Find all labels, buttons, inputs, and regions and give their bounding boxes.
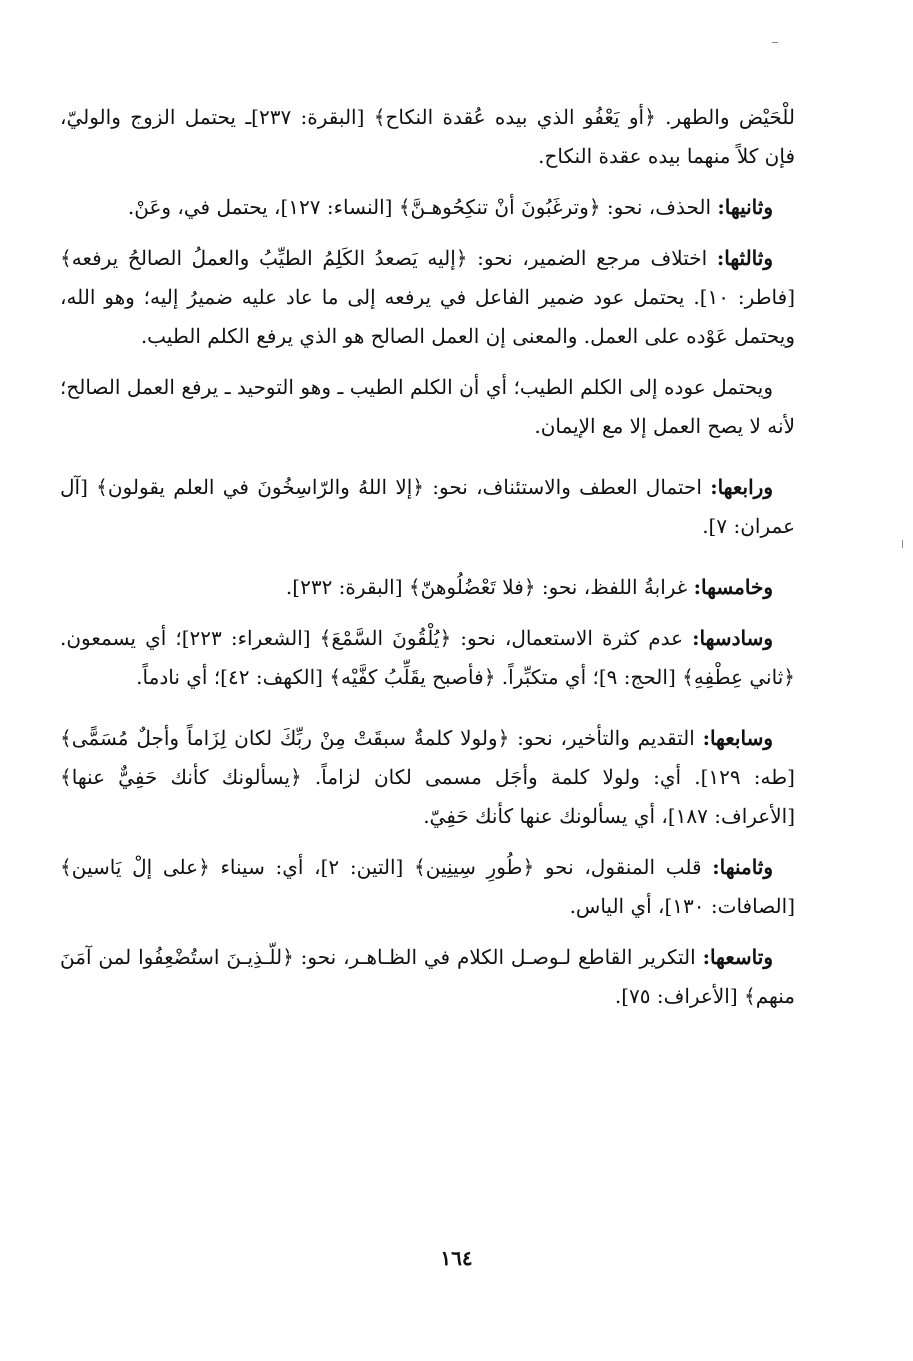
paragraph-eighth xyxy=(60,848,795,926)
paragraph-third-continued xyxy=(60,368,795,446)
paragraph-seventh xyxy=(60,719,795,836)
paragraph-text: الحذف، نحو: ﴿وترغَبُونَ أنْ تنكِحُوهـنَّ﴾ [النساء: ١٢٧]، يحتمل في، وعَنْ. xyxy=(127,195,718,219)
body-text xyxy=(60,98,795,1028)
paragraph-label: وثالثها: xyxy=(716,246,773,270)
paragraph-text: احتمال العطف والاستئناف، نحو: ﴿إلا اللهُ والرّاسِخُونَ في العلم يقولون﴾ [آل عمران: ٧]. xyxy=(60,475,795,538)
paragraph-ninth xyxy=(60,938,795,1016)
paragraph-label: وسابعها: xyxy=(702,726,773,750)
scan-speck xyxy=(902,540,903,548)
paragraph-second xyxy=(60,188,795,227)
paragraph-text: ويحتمل عوده إلى الكلم الطيب؛ أي أن الكلم الطيب ـ وهو التوحيد ـ يرفع العمل الصالح؛ لأنه لا يصح العمل إلا مع الإيمان. xyxy=(60,375,795,438)
paragraph-hayd-continuation xyxy=(60,98,795,176)
scan-speck xyxy=(772,42,778,43)
paragraph-label: وثانيها: xyxy=(717,195,773,219)
paragraph-label: وتاسعها: xyxy=(702,945,773,969)
paragraph-third xyxy=(60,239,795,356)
paragraph-label: وسادسها: xyxy=(692,626,773,650)
paragraph-fifth xyxy=(60,568,795,607)
paragraph-text: للْحَيْض والطهر. ﴿أو يَعْفُو الذي بيده عُقدة النكاح﴾ [البقرة: ٢٣٧]ـ يحتمل الزوج والوليّ، فإن كلاً منهما بيده عقدة النكاح. xyxy=(60,105,795,168)
paragraph-label: وثامنها: xyxy=(712,855,774,879)
page-number: ١٦٤ xyxy=(440,1246,473,1270)
paragraph-text: التكرير القاطع لـوصـل الكلام في الظـاهـر، نحو: ﴿للّـذِيـنَ استُضْعِفُوا لمن آمَنَ منهم﴾ [الأعراف: ٧٥]. xyxy=(60,945,795,1008)
paragraph-text: غرابةُ اللفظ، نحو: ﴿فلا تَعْضُلُوهنّ﴾ [البقرة: ٢٣٢]. xyxy=(285,575,694,599)
paragraph-text: التقديم والتأخير، نحو: ﴿ولولا كلمةٌ سبقَتْ مِنْ ربِّكَ لكان لِزَاماً وأجلٌ مُسَمًّى﴾ [طه: ١٢٩]. أي: ولولا كلمة وأجَل مسمى لكان لزاماً. ﴿يسألونك كأنك حَفِيٌّ عنها﴾ [الأعراف: ١٨٧]، أي يسألونك عنها كأنك حَفِيّ. xyxy=(60,726,795,828)
paragraph-fourth xyxy=(60,468,795,546)
paragraph-sixth xyxy=(60,619,795,697)
paragraph-text: اختلاف مرجع الضمير، نحو: ﴿إليه يَصعدُ الكَلِمُ الطيِّبُ والعملُ الصالحُ يرفعه﴾ [فاطر: ١٠]. يحتمل عود ضمير الفاعل في يرفعه إلى ما عاد عليه ضميرُ إليه؛ وهو الله، ويحتمل عَوْده على العمل. والمعنى إن العمل الصالح هو الذي يرفع الكلم الطيب. xyxy=(60,246,795,348)
paragraph-text: عدم كثرة الاستعمال، نحو: ﴿يُلْقُونَ السَّمْعَ﴾ [الشعراء: ٢٢٣]؛ أي يسمعون. ﴿ثاني عِطْفِهِ﴾ [الحج: ٩]؛ أي متكبِّراً. ﴿فأصبح يقَلِّبُ كفَّيْه﴾ [الكهف: ٤٢]؛ أي نادماً. xyxy=(60,626,795,689)
paragraph-label: وخامسها: xyxy=(693,575,773,599)
paragraph-text: قلب المنقول، نحو ﴿طُورِ سِينِين﴾ [التين: ٢]، أي: سيناء ﴿على إلْ يَاسين﴾ [الصافات: ١٣٠]، أي الياس. xyxy=(60,855,795,918)
paragraph-label: ورابعها: xyxy=(710,475,773,499)
